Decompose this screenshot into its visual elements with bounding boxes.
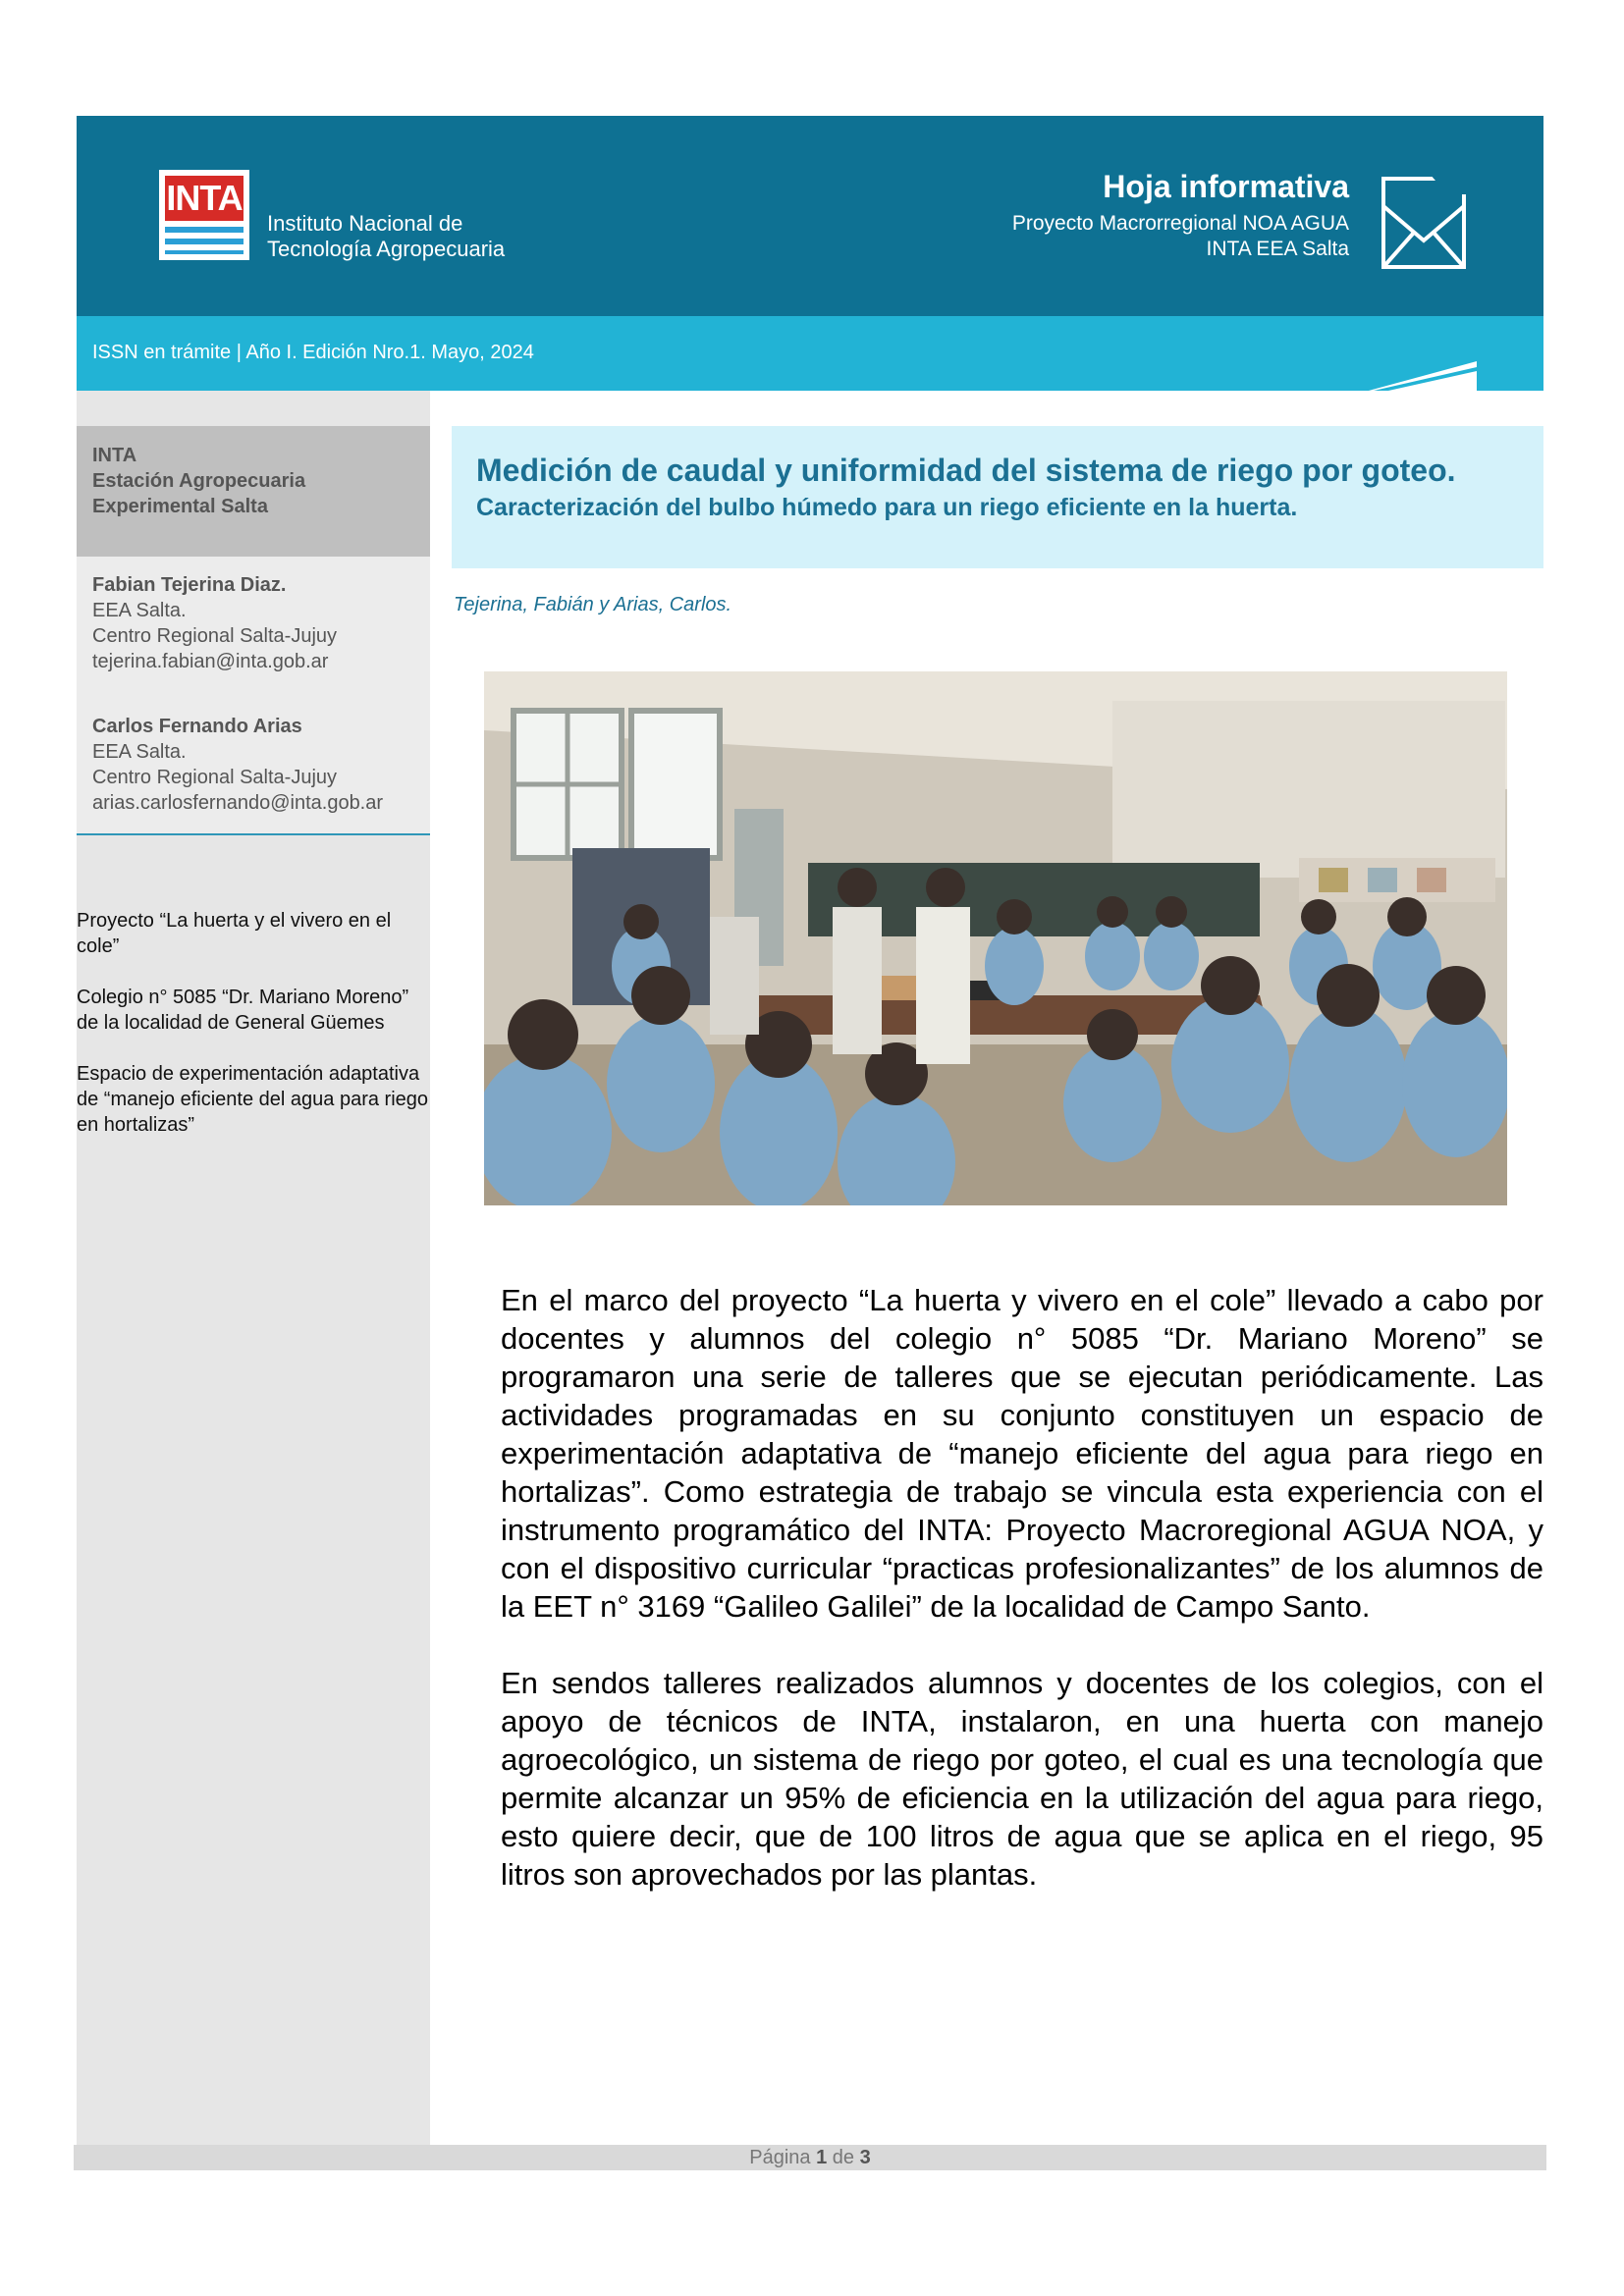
author-card: Fabian Tejerina Diaz. EEA Salta. Centro Regional Salta-Jujuy tejerina.fabian@inta.gob.ar <box>92 574 338 672</box>
author-card: Carlos Fernando Arias EEA Salta. Centro Regional Salta-Jujuy arias.carlosfernando@inta.gob.ar <box>92 716 384 814</box>
sidebar-institution: INTA Estación Agropecuaria Experimental Salta <box>92 445 306 517</box>
institute-name: Instituto Nacional de Tecnología Agropecuaria <box>267 211 506 261</box>
page-footer: Página 1 de 3 <box>74 2145 1546 2170</box>
note-school: Colegio n° 5085 “Dr. Mariano Moreno” de la localidad de General Güemes <box>77 987 409 1034</box>
newsletter-title: Hoja informativa <box>1103 169 1349 204</box>
sidebar-notes <box>77 908 430 1163</box>
note-project: Proyecto “La huerta y el vivero en el cole” <box>77 910 392 957</box>
author-email[interactable]: tejerina.fabian@inta.gob.ar <box>92 651 329 672</box>
note-space: Espacio de experimentación adaptativa de “manejo eficiente del agua para riego en hortalizas” <box>77 1063 429 1136</box>
article-title-box <box>452 426 1543 568</box>
issn-line: ISSN en trámite | Año I. Edición Nro.1. Mayo, 2024 <box>92 342 534 363</box>
paragraph: En el marco del proyecto “La huerta y vivero en el cole” llevado a cabo por docentes y alumnos del colegio n° 5085 “Dr. Mariano Moreno” se programaron una serie de talleres que se ejecutan periódicamente. Las actividades programadas en su conjunto constituyen un espacio de experimentación adaptativa de “manejo eficiente del agua para riego en hortalizas”. Como estrategia de trabajo se vincula esta experiencia con el instrumento programático del INTA: Proyecto Macroregional AGUA NOA, y con el dispositivo curricular “practicas profesionalizantes” de los alumnos de la EET n° 3169 “Galileo Galilei” de la localidad de Campo Santo. <box>501 1283 1543 1624</box>
current-page: 1 <box>816 2147 828 2168</box>
inta-logo <box>159 170 249 260</box>
sidebar-authors <box>77 557 430 835</box>
envelope-icon <box>1369 167 1477 391</box>
logo-text: INTA <box>165 176 244 221</box>
total-pages: 3 <box>859 2147 871 2168</box>
article-authors: Tejerina, Fabián y Arias, Carlos. <box>454 594 732 615</box>
newsletter-subtitle: Proyecto Macrorregional NOA AGUA INTA EEA Salta <box>1011 212 1349 260</box>
article-subtitle: Caracterización del bulbo húmedo para un riego eficiente en la huerta. <box>476 494 1298 521</box>
classroom-photo <box>484 671 1507 1205</box>
paragraph: En sendos talleres realizados alumnos y docentes de los colegios, con el apoyo de técnicos de INTA, instalaron, en una huerta con manejo agroecológico, un sistema de riego por goteo, el cual es una tecnología que permite alcanzar un 95% de eficiencia en la utilización del agua para riego, esto quiere decir, que de 100 litros de agua que se aplica en el riego, 95 litros son aprovechados por las plantas. <box>501 1666 1543 1892</box>
article-title: Medición de caudal y uniformidad del sistema de riego por goteo. <box>476 453 1456 488</box>
author-email[interactable]: arias.carlosfernando@inta.gob.ar <box>92 792 384 814</box>
article-body <box>501 1281 1543 1932</box>
